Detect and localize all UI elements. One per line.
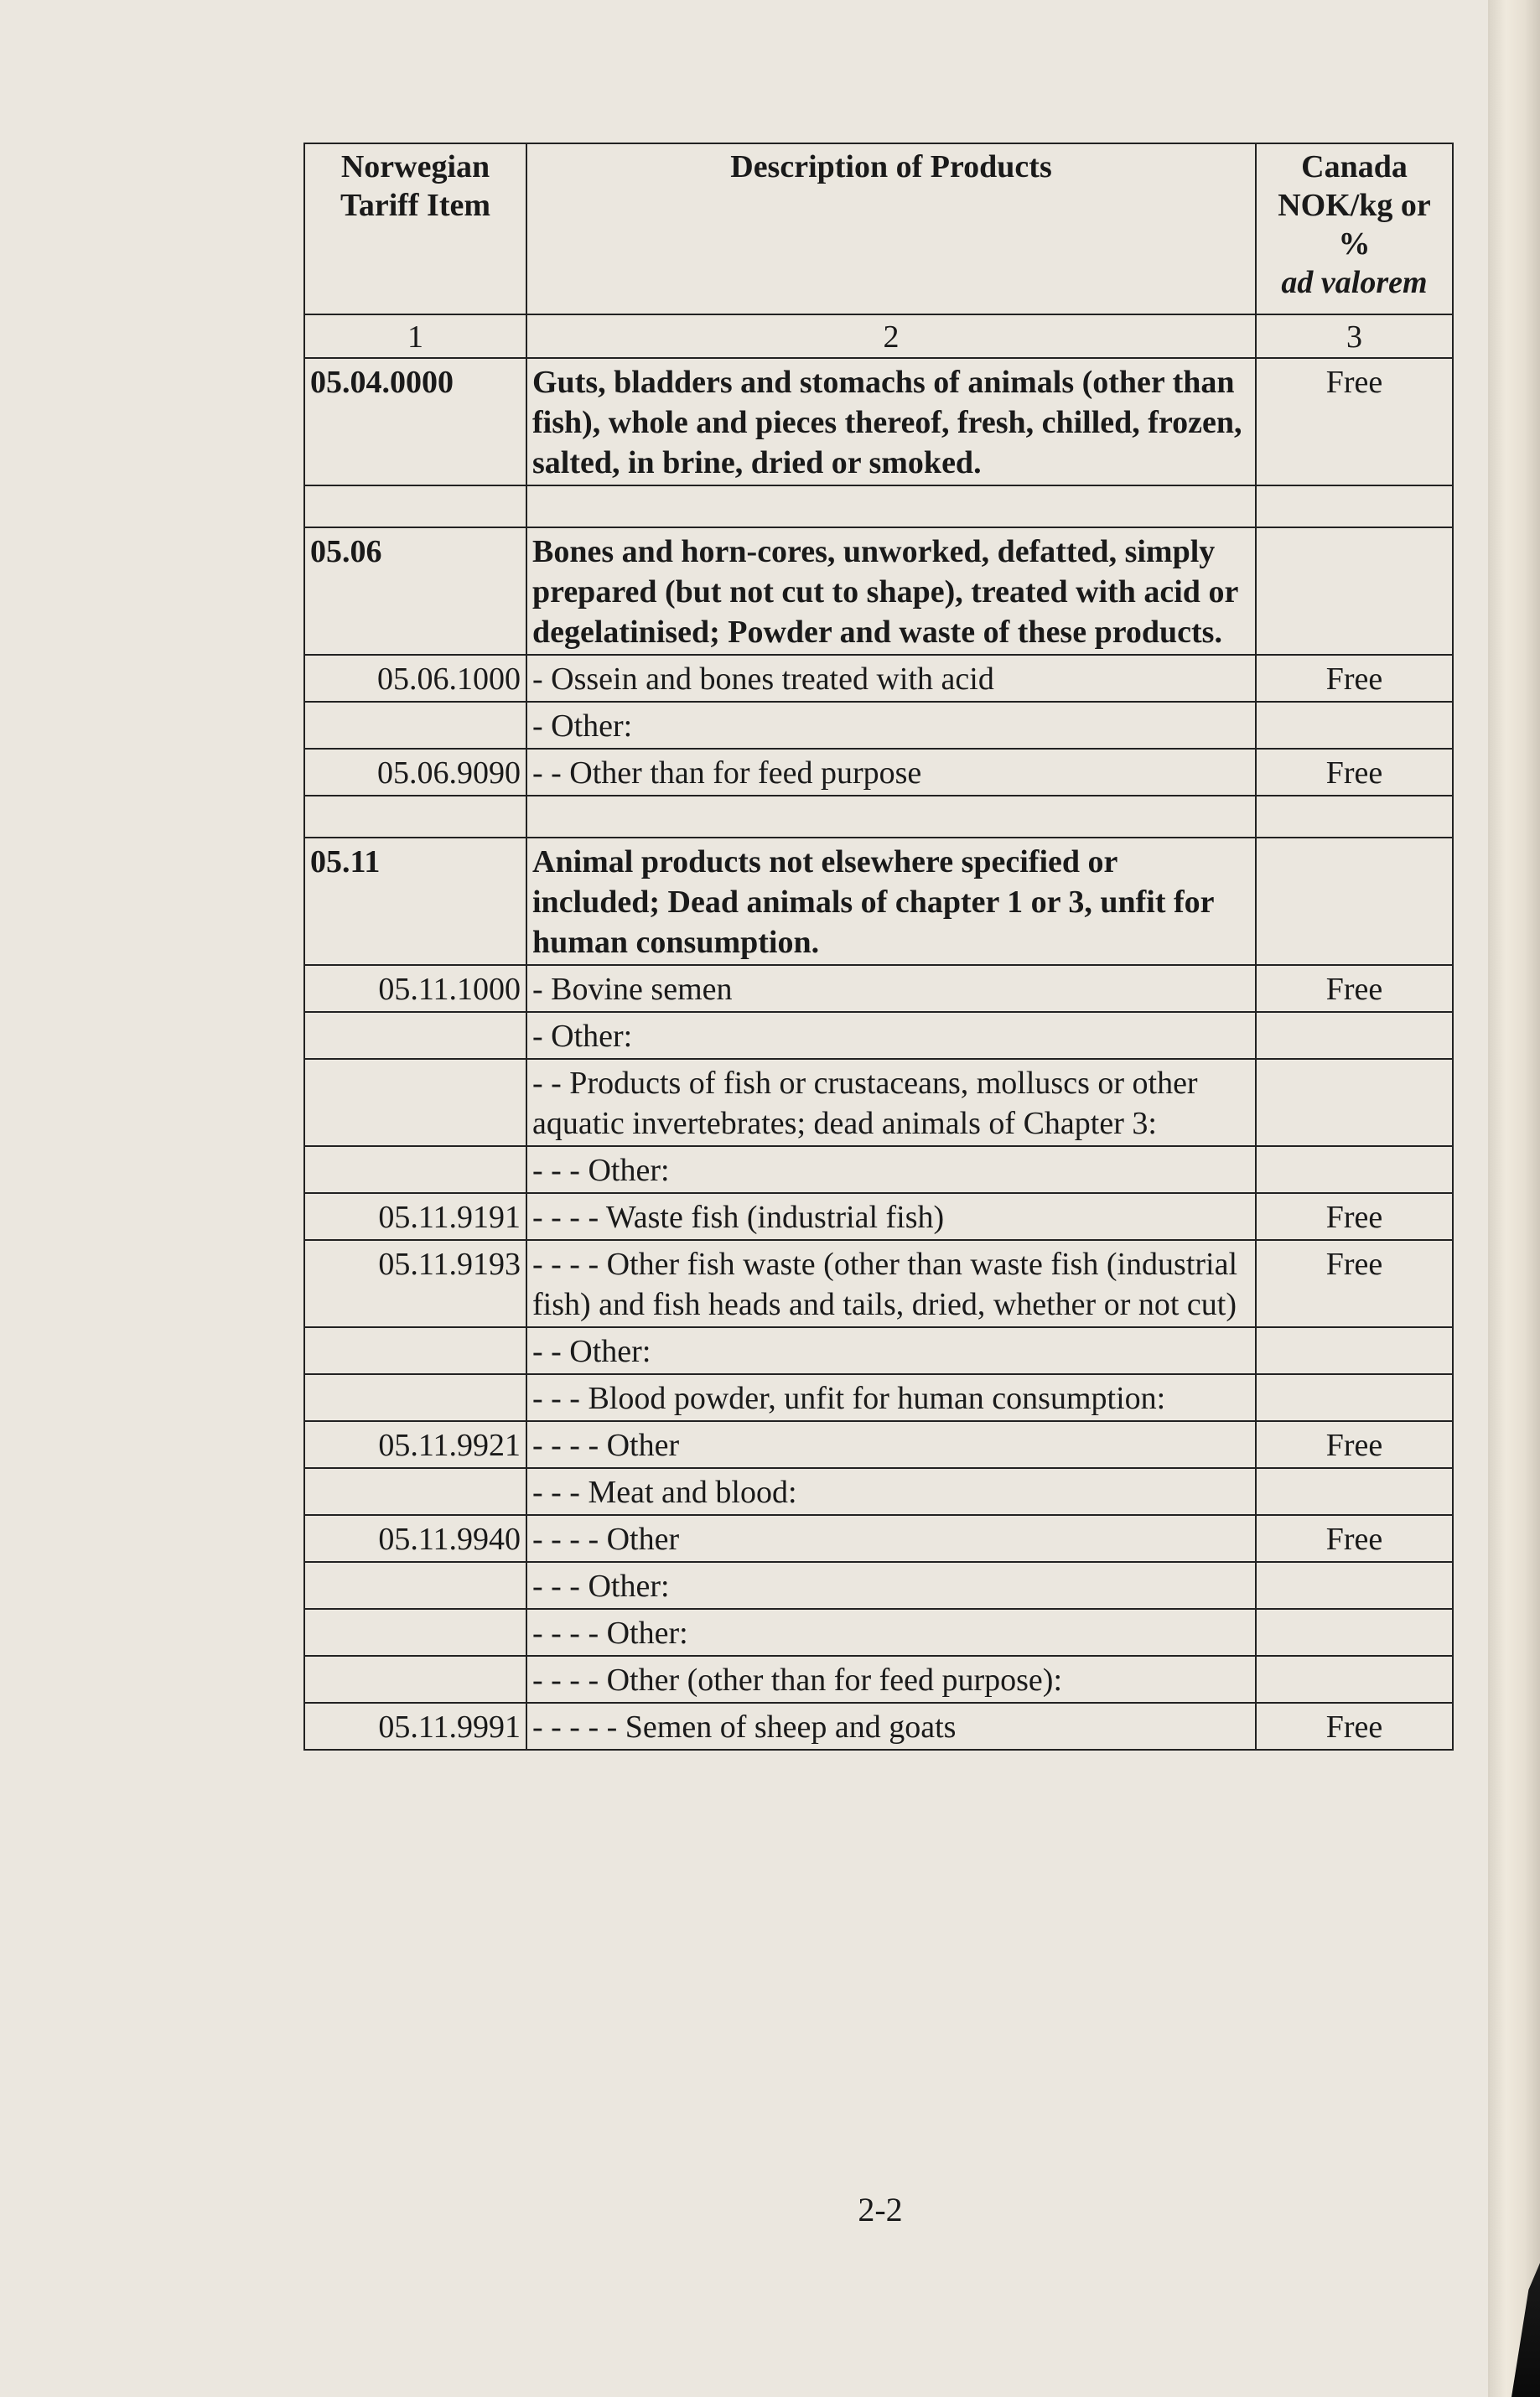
product-description <box>526 485 1256 527</box>
header-description: Description of Products <box>526 143 1256 314</box>
table-row <box>304 1656 1453 1703</box>
rate <box>1256 796 1453 838</box>
rate <box>1256 527 1453 655</box>
tariff-code: 05.11.1000 <box>304 965 526 1012</box>
table-row <box>304 838 1453 965</box>
table-row <box>304 796 1453 838</box>
tariff-code <box>304 1146 526 1193</box>
column-number: 2 <box>526 314 1256 358</box>
table-row <box>304 1703 1453 1750</box>
rate <box>1256 1656 1453 1703</box>
rate <box>1256 1012 1453 1059</box>
column-number: 3 <box>1256 314 1453 358</box>
table-row <box>304 358 1453 485</box>
product-description: - - - - Other <box>526 1515 1256 1562</box>
tariff-code: 05.04.0000 <box>304 358 526 485</box>
product-description: - - - - Waste fish (industrial fish) <box>526 1193 1256 1240</box>
tariff-code: 05.11 <box>304 838 526 965</box>
table-row <box>304 655 1453 702</box>
rate: Free <box>1256 1703 1453 1750</box>
table-row <box>304 1421 1453 1468</box>
product-description: Bones and horn-cores, unworked, defatted, simply prepared (but not cut to shape), treated with acid or degelatinised; Powder and waste of these products. <box>526 527 1256 655</box>
table-row <box>304 1609 1453 1656</box>
product-description: - - Other than for feed purpose <box>526 749 1256 796</box>
product-description: - - Other: <box>526 1327 1256 1374</box>
tariff-code: 05.06 <box>304 527 526 655</box>
product-description: - - Products of fish or crustaceans, molluscs or other aquatic invertebrates; dead animals of Chapter 3: <box>526 1059 1256 1146</box>
rate: Free <box>1256 358 1453 485</box>
tariff-code <box>304 1012 526 1059</box>
rate: Free <box>1256 655 1453 702</box>
table-row <box>304 702 1453 749</box>
rate <box>1256 702 1453 749</box>
table-header-row <box>304 143 1453 314</box>
table-row <box>304 1193 1453 1240</box>
tariff-code: 05.11.9921 <box>304 1421 526 1468</box>
tariff-code: 05.06.1000 <box>304 655 526 702</box>
product-description: - Other: <box>526 1012 1256 1059</box>
product-description: - - - Meat and blood: <box>526 1468 1256 1515</box>
table-row <box>304 1562 1453 1609</box>
product-description: - Bovine semen <box>526 965 1256 1012</box>
rate: Free <box>1256 965 1453 1012</box>
tariff-code <box>304 1468 526 1515</box>
rate <box>1256 1562 1453 1609</box>
table-row <box>304 1468 1453 1515</box>
product-description: Animal products not elsewhere specified or included; Dead animals of chapter 1 or 3, unfit for human consumption. <box>526 838 1256 965</box>
rate: Free <box>1256 749 1453 796</box>
rate <box>1256 1146 1453 1193</box>
product-description: - - - - - Semen of sheep and goats <box>526 1703 1256 1750</box>
header-rate-line1: Canada NOK/kg or % <box>1278 149 1431 262</box>
product-description: - Other: <box>526 702 1256 749</box>
header-rate-line2: ad valorem <box>1281 265 1428 300</box>
tariff-code <box>304 1327 526 1374</box>
tariff-code: 05.11.9193 <box>304 1240 526 1327</box>
column-number-row <box>304 314 1453 358</box>
table-row <box>304 965 1453 1012</box>
product-description: - - - - Other: <box>526 1609 1256 1656</box>
tariff-code <box>304 1656 526 1703</box>
header-tariff-item: Norwegian Tariff Item <box>304 143 526 314</box>
table-row <box>304 527 1453 655</box>
page-edge-shadow <box>1488 0 1540 2397</box>
product-description: Guts, bladders and stomachs of animals (other than fish), whole and pieces thereof, fresh, chilled, frozen, salted, in brine, dried or smoked. <box>526 358 1256 485</box>
rate <box>1256 838 1453 965</box>
tariff-code <box>304 1059 526 1146</box>
product-description: - - - Other: <box>526 1562 1256 1609</box>
product-description: - - - - Other <box>526 1421 1256 1468</box>
product-description: - - - Other: <box>526 1146 1256 1193</box>
tariff-code <box>304 702 526 749</box>
tariff-code <box>304 796 526 838</box>
table-row <box>304 1146 1453 1193</box>
tariff-code <box>304 485 526 527</box>
product-description: - - - - Other (other than for feed purpose): <box>526 1656 1256 1703</box>
table-row <box>304 1327 1453 1374</box>
rate <box>1256 1059 1453 1146</box>
rate <box>1256 1468 1453 1515</box>
rate <box>1256 1374 1453 1421</box>
table-row <box>304 1240 1453 1327</box>
rate <box>1256 1609 1453 1656</box>
tariff-code <box>304 1374 526 1421</box>
product-description: - - - Blood powder, unfit for human consumption: <box>526 1374 1256 1421</box>
rate: Free <box>1256 1421 1453 1468</box>
header-rate <box>1256 143 1453 314</box>
tariff-code <box>304 1562 526 1609</box>
product-description: - Ossein and bones treated with acid <box>526 655 1256 702</box>
column-number: 1 <box>304 314 526 358</box>
rate <box>1256 485 1453 527</box>
tariff-code: 05.11.9991 <box>304 1703 526 1750</box>
page-number: 2-2 <box>858 2191 903 2228</box>
rate: Free <box>1256 1193 1453 1240</box>
table-row <box>304 1374 1453 1421</box>
tariff-code: 05.06.9090 <box>304 749 526 796</box>
rate: Free <box>1256 1515 1453 1562</box>
table-row <box>304 1059 1453 1146</box>
product-description <box>526 796 1256 838</box>
table-row <box>304 485 1453 527</box>
rate <box>1256 1327 1453 1374</box>
tariff-code: 05.11.9191 <box>304 1193 526 1240</box>
table-row <box>304 749 1453 796</box>
rate: Free <box>1256 1240 1453 1327</box>
tariff-code: 05.11.9940 <box>304 1515 526 1562</box>
table-row <box>304 1012 1453 1059</box>
tariff-table <box>303 143 1454 1751</box>
table-row <box>304 1515 1453 1562</box>
tariff-code <box>304 1609 526 1656</box>
product-description: - - - - Other fish waste (other than waste fish (industrial fish) and fish heads and tails, dried, whether or not cut) <box>526 1240 1256 1327</box>
